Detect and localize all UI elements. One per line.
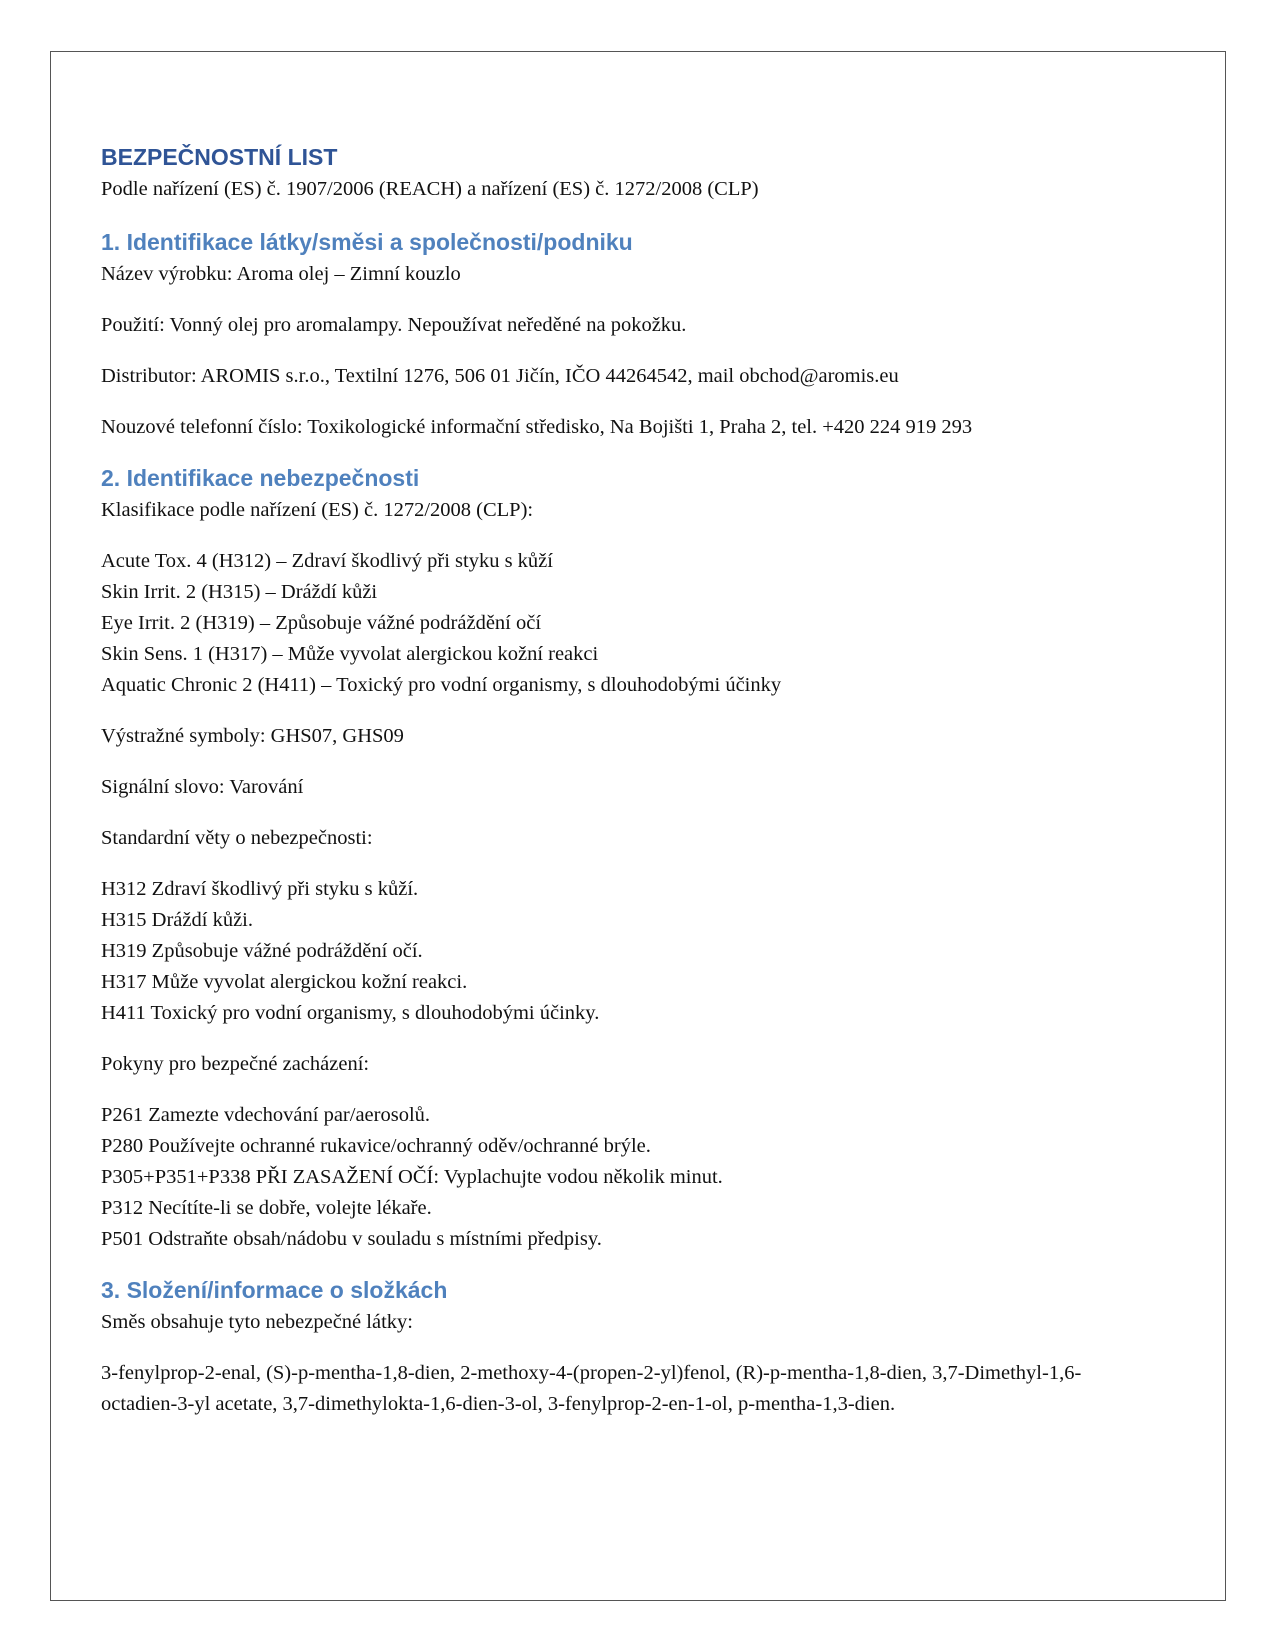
document-title: BEZPEČNOSTNÍ LIST xyxy=(101,144,338,170)
h-statements-list xyxy=(101,874,1131,1029)
signal-word: Signální slovo: Varování xyxy=(101,776,304,798)
p-statement: P261 Zamezte vdechování par/aerosolů. xyxy=(101,1104,431,1126)
h-statement: H411 Toxický pro vodní organismy, s dlouhodobými účinky. xyxy=(101,1002,600,1024)
emergency-phone: Nouzové telefonní číslo: Toxikologické informační středisko, Na Bojišti 1, Praha 2, tel. +420 224 919 293 xyxy=(101,416,973,438)
classification-item: Aquatic Chronic 2 (H411) – Toxický pro vodní organismy, s dlouhodobými účinky xyxy=(101,674,782,696)
classification-item: Skin Sens. 1 (H317) – Může vyvolat alergickou kožní reakci xyxy=(101,643,599,665)
p-statements-intro: Pokyny pro bezpečné zacházení: xyxy=(101,1053,370,1075)
p-statement: P305+P351+P338 PŘI ZASAŽENÍ OČÍ: Vyplachujte vodou několik minut. xyxy=(101,1166,723,1188)
classification-item: Eye Irrit. 2 (H319) – Způsobuje vážné podráždění očí xyxy=(101,612,542,634)
p-statement: P501 Odstraňte obsah/nádobu v souladu s místními předpisy. xyxy=(101,1228,602,1250)
p-statement: P280 Používejte ochranné rukavice/ochranný oděv/ochranné brýle. xyxy=(101,1135,651,1157)
distributor: Distributor: AROMIS s.r.o., Textilní 1276, 506 01 Jičín, IČO 44264542, mail obchod@aromis.eu xyxy=(101,365,899,387)
substances-list: 3-fenylprop-2-enal, (S)-p-mentha-1,8-dien, 2-methoxy-4-(propen-2-yl)fenol, (R)-p-mentha-1,8-dien, 3,7-Dimethyl-1,6-octadien-3-yl acetate, 3,7-dimethylokta-1,6-dien-3-ol, 3-fenylprop-2-en-1-ol, p-mentha-1,3-dien. xyxy=(101,1362,1082,1415)
h-statement: H319 Způsobuje vážné podráždění očí. xyxy=(101,940,423,962)
hazard-symbols: Výstražné symboly: GHS07, GHS09 xyxy=(101,725,404,747)
classification-list xyxy=(101,546,1131,701)
h-statement: H312 Zdraví škodlivý při styku s kůží. xyxy=(101,878,419,900)
h-statement: H315 Dráždí kůži. xyxy=(101,909,253,931)
h-statement: H317 Může vyvolat alergickou kožní reakci. xyxy=(101,971,468,993)
document-body xyxy=(101,140,1131,1440)
h-statements-intro: Standardní věty o nebezpečnosti: xyxy=(101,827,373,849)
classification-item: Skin Irrit. 2 (H315) – Dráždí kůži xyxy=(101,581,378,603)
product-use: Použití: Vonný olej pro aromalampy. Nepoužívat neředěné na pokožku. xyxy=(101,314,687,336)
section-3-heading: 3. Složení/informace o složkách xyxy=(101,1277,448,1303)
composition-intro: Směs obsahuje tyto nebezpečné látky: xyxy=(101,1311,413,1333)
product-name: Název výrobku: Aroma olej – Zimní kouzlo xyxy=(101,263,461,285)
p-statement: P312 Necítíte-li se dobře, volejte lékaře. xyxy=(101,1197,432,1219)
classification-intro: Klasifikace podle nařízení (ES) č. 1272/2008 (CLP): xyxy=(101,499,534,521)
section-2-heading: 2. Identifikace nebezpečnosti xyxy=(101,465,420,491)
section-1-heading: 1. Identifikace látky/směsi a společnosti/podniku xyxy=(101,229,633,255)
document-subtitle: Podle nařízení (ES) č. 1907/2006 (REACH) a nařízení (ES) č. 1272/2008 (CLP) xyxy=(101,178,759,200)
p-statements-list xyxy=(101,1100,1131,1255)
classification-item: Acute Tox. 4 (H312) – Zdraví škodlivý při styku s kůží xyxy=(101,550,553,572)
